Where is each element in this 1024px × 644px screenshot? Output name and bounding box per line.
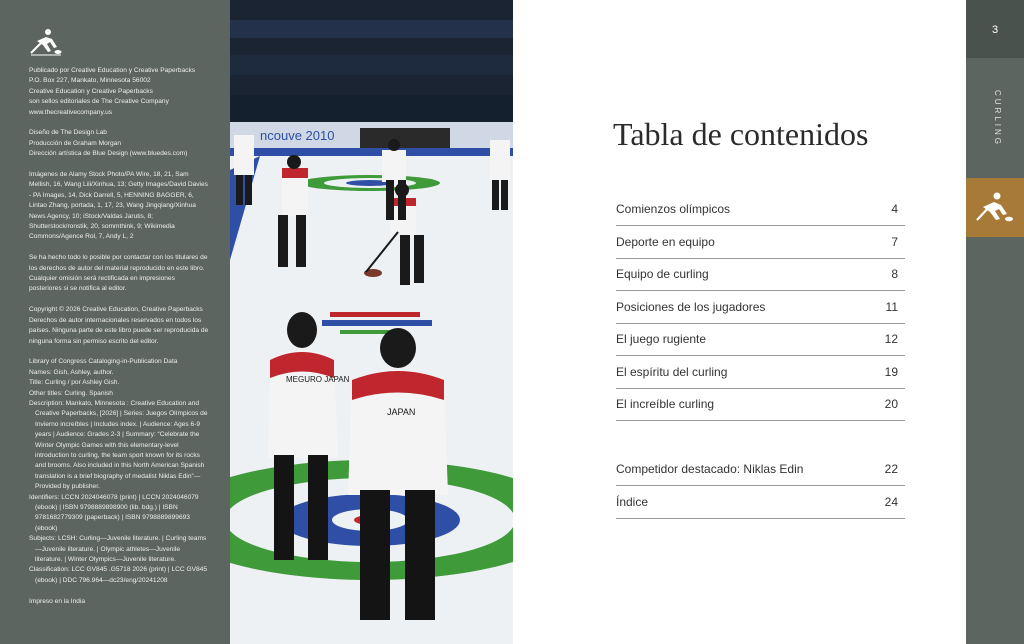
publisher-block: Publicado por Creative Education y Creative Paperbacks P.O. Box 227, Mankato, Minnesota 56002 Creative Education y Creative Paperbacks son sellos editoriales de The Creative Company www.thecreativecompany.us (29, 67, 196, 116)
toc-extra-entry[interactable] (616, 453, 905, 486)
toc-entry[interactable] (616, 323, 905, 356)
toc-entry-label: El juego rugiente (616, 332, 707, 346)
toc-entry-label: Equipo de curling (616, 267, 709, 281)
curling-photo (230, 0, 513, 644)
toc-entry-label: Competidor destacado: Niklas Edin (616, 462, 804, 476)
toc-entry-page: 11 (885, 300, 898, 314)
page-number: 3 (966, 0, 1024, 58)
toc-entry-page: 24 (884, 495, 898, 509)
photo-illustration (230, 0, 513, 644)
side-tab-strip (966, 0, 1024, 644)
toc-entry-page: 20 (884, 397, 898, 411)
toc-entry-label: Índice (616, 495, 649, 509)
design-block: Diseño de The Design Lab Producción de Graham Morgan Dirección artística de Blue Design (www.bluedes.com) (29, 129, 188, 158)
toc-entry-label: Deporte en equipo (616, 235, 715, 249)
toc-entry[interactable] (616, 193, 905, 226)
image-credits: Imágenes de Alamy Stock Photo/PA Wire, 18, 21, Sam Mellish, 16, Wang Lili/Xinhua, 13; Getty Images/David Davies - PA Images, 14, Dick Darrell, 5, HENNING BAGGER, 6, Lintao Zhang, portada, 1, 17, 23, Wang Jingqiang/Xinhua News Agency, 10; iStock/Valdas Jarutis, 8; Shutterstock/ronstik, 20, sommthink, 9; Wikimedia Commons/Agence Rol, 7, Andy L, 2 (29, 171, 208, 241)
toc-entry-page: 19 (884, 365, 898, 379)
page-title: Tabla de contenidos (613, 116, 869, 152)
toc-entry[interactable] (616, 226, 905, 259)
toc-entry-label: El increíble curling (616, 397, 715, 411)
rights-notice: Se ha hecho todo lo posible por contactar con los titulares de los derechos de autor del material reproducido en este libro. Cualquier omisión será rectificada en impresiones posteriores si se notifica al editor. (29, 254, 208, 293)
curling-icon (30, 28, 62, 56)
toc-entry-label: Comienzos olímpicos (616, 202, 731, 216)
toc-entry-page: 8 (891, 267, 898, 281)
table-of-contents-page (513, 0, 966, 644)
curling-icon (966, 178, 1024, 237)
toc-entry-page: 12 (884, 332, 898, 346)
toc-entry[interactable] (616, 291, 905, 324)
jacket-right-text: JAPAN (387, 407, 416, 417)
toc-entry-page: 7 (891, 235, 898, 249)
toc-extra-entry[interactable] (616, 486, 905, 519)
toc-entry-label: Posiciones de los jugadores (616, 300, 766, 314)
sport-tab (966, 178, 1024, 237)
jacket-left-text: MEGURO JAPAN (286, 375, 350, 384)
toc-entry-page: 22 (884, 462, 898, 476)
banner-text: ncouve 2010 (260, 128, 335, 143)
cip-data: Library of Congress Cataloging-in-Publication Data Names: Gish, Ashley, author. Title: Curling / por Ashley Gish. Other titles: Curling. Spanish Description: Mankato, Minnesota : Creative Education and Creative Paperbacks, [2026] | Series: Juegos Olímpicos de Invierno increíbles | Includes index. | Audience: Ages 6-9 years | Audience: Grades 2-3 | Summary: “Celebrate the Winter Olympic Games with this elementary-level introduction to curling, the team sport known for its rocks and brooms. Also included in this North American Spanish translation is a brief biography of medalist Niklas Edin”— Provided by publisher. Identifiers: LCCN 2024046078 (print) | LCCN 2024046079 (ebook) | ISBN 9798889898900 (lib. bdg.) | ISBN 9781682779309 (paperback) | ISBN 9798889899693 (ebook) Subjects: LCSH: Curling—Juvenile literature. | Curling teams—Juvenile literature. | Olympic athletes—Juvenile literature. | Winter Olympics—Juvenile literature. Classification: LCC GV845 .G5718 2026 (print) | LCC GV845 (ebook) | DDC 796.964—dc23/eng/20241208 (29, 358, 208, 584)
credits-column (0, 0, 230, 644)
toc-entry-page: 4 (891, 202, 898, 216)
toc-entry[interactable] (616, 356, 905, 389)
toc-entry-label: El espíritu del curling (616, 365, 728, 379)
printed-in: Impreso en la India (29, 597, 86, 605)
section-label: CURLING (993, 90, 1002, 148)
toc-entry[interactable] (616, 388, 905, 421)
toc-entry[interactable] (616, 258, 905, 291)
copyright-notice: Copyright © 2026 Creative Education, Creative Paperbacks Derechos de autor internacionales reservados en todos los países. Ninguna parte de este libro puede ser reproducida de ninguna forma sin permiso escrito del editor. (29, 306, 209, 345)
